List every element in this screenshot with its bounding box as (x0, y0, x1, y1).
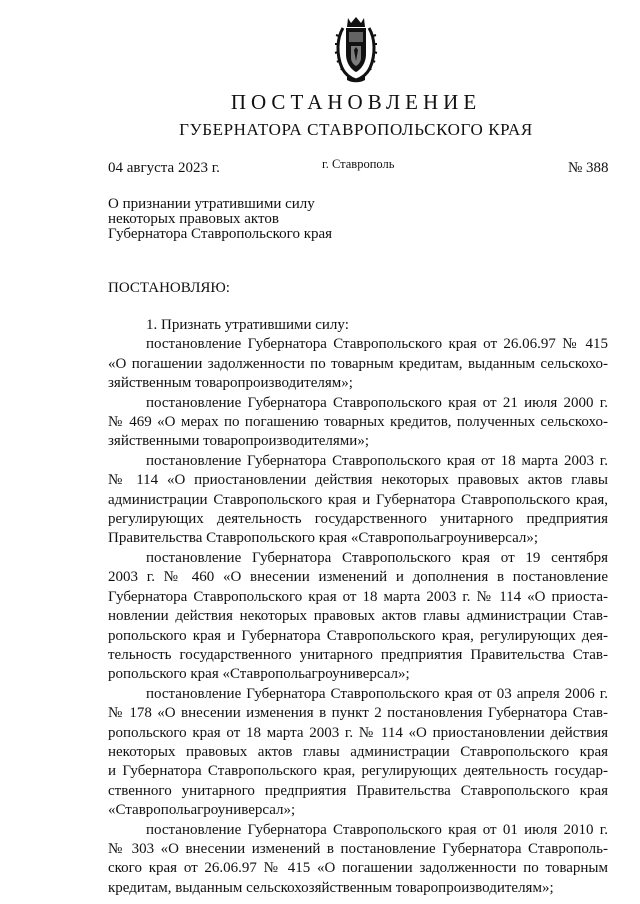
body-line: № 178 «О внесении изменения в пункт 2 постановления Губернатора Став- (108, 705, 608, 722)
body-line: № 114 «О приостановлении действия некоторых правовых актов главы (108, 472, 608, 489)
body-line: зяйственным товаропроизводителям»; (108, 375, 353, 392)
body-line: регулирующих деятельность государственного унитарного предприятия (108, 511, 608, 528)
document-title: ПОСТАНОВЛЕНИЕ (230, 90, 482, 114)
document-number: № 388 (568, 160, 609, 176)
body-line: ственного унитарного предприятия Правительства Ставропольского края (108, 782, 608, 799)
body-line: некоторых правовых актов главы администрации Ставропольского края (108, 743, 608, 760)
body-line: Губернатора Ставропольского края от 18 марта 2003 г. № 114 «О приоста- (108, 588, 608, 605)
body-line: «О погашении задолженности по товарным кредитам, выданным сельскохо- (108, 355, 608, 372)
body-line: зяйственными товаропроизводителями»; (108, 433, 369, 450)
body-line: 2003 г. № 460 «О внесении изменений и дополнения в постановление (108, 569, 608, 586)
document-city: г. Ставрополь (322, 157, 395, 171)
coat-of-arms-emblem (334, 14, 378, 84)
subject-line: некоторых правовых актов (108, 211, 279, 227)
body-line: 1. Признать утратившими силу: (146, 317, 349, 333)
document-body (108, 316, 608, 898)
body-line: ропольского края и Губернатора Ставропольского края, регулирующих дея- (108, 627, 608, 644)
decree-word: ПОСТАНОВЛЯЮ: (108, 280, 230, 296)
subject-line: О признании утратившими силу (108, 196, 315, 212)
document-subtitle: ГУБЕРНАТОРА СТАВРОПОЛЬСКОГО КРАЯ (179, 120, 533, 139)
body-line: Правительства Ставропольского края «Ставропольагроуниверсал»; (108, 530, 539, 547)
body-line: и Губернатора Ставропольского края, регулирующих деятельность государ- (108, 763, 608, 780)
body-line: администрации Ставропольского края и Губернатора Ставропольского края, (108, 491, 608, 508)
subject-line: Губернатора Ставропольского края (108, 226, 333, 242)
body-line: ропольского края от 18 марта 2003 г. № 114 «О приостановлении действия (108, 724, 608, 741)
body-line: новлении действия некоторых правовых актов главы администрации Став- (108, 608, 608, 625)
body-line: № 469 «О мерах по погашению товарных кредитов, полученных сельскохо- (108, 414, 608, 431)
body-line: кредитам, выданным сельскохозяйственным товаропроизводителям»; (108, 879, 554, 896)
body-line: ского края от 26.06.97 № 415 «О погашении задолженности по товарным (108, 860, 608, 877)
document-date: 04 августа 2023 г. (108, 160, 220, 176)
body-line: постановление Губернатора Ставропольского края от 21 июля 2000 г. (146, 394, 608, 411)
body-line: тельность государственного унитарного предприятия Правительства Став- (108, 646, 608, 663)
body-line: № 303 «О внесении изменений в постановление Губернатора Ставрополь- (108, 840, 608, 857)
body-line: постановление Губернатора Ставропольского края от 18 марта 2003 г. (146, 452, 608, 469)
document-subject (108, 197, 408, 242)
body-line: ропольского края «Ставропольагроуниверсал»; (108, 666, 410, 683)
body-line: постановление Губернатора Ставропольского края от 26.06.97 № 415 (146, 336, 608, 353)
body-line: постановление Губернатора Ставропольского края от 19 сентября (146, 549, 608, 566)
body-line: постановление Губернатора Ставропольского края от 03 апреля 2006 г. (146, 685, 608, 702)
body-line: «Ставропольагроуниверсал»; (108, 802, 296, 819)
body-line: постановление Губернатора Ставропольского края от 01 июля 2010 г. (146, 821, 608, 838)
